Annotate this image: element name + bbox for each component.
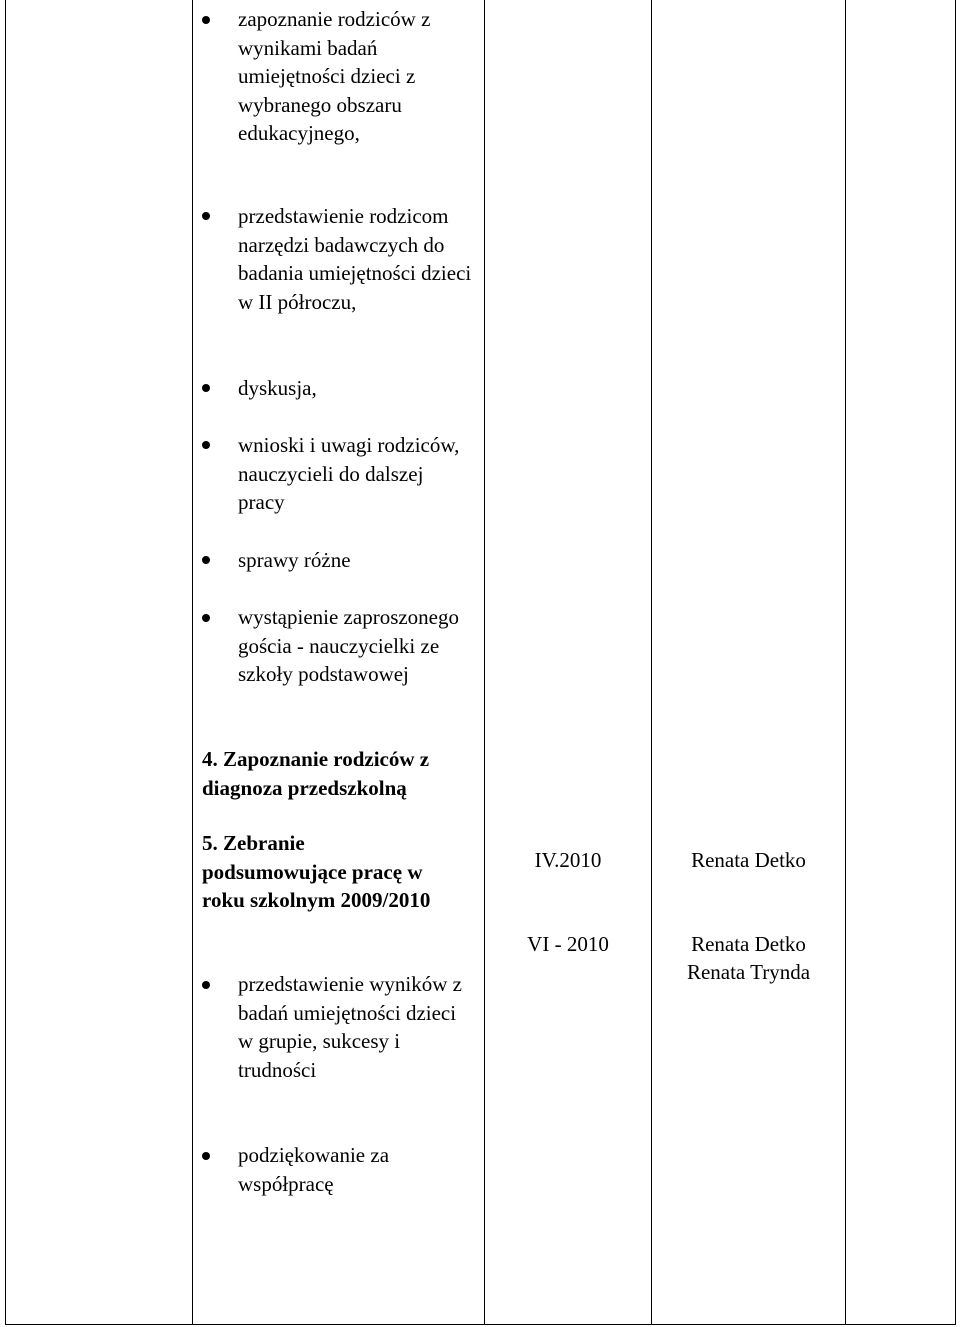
bullet-dot — [202, 441, 210, 449]
table-border-bottom — [5, 1324, 955, 1325]
person-cell: Renata Trynda — [686, 960, 811, 984]
list-item: sprawy różne — [238, 548, 351, 572]
bullet-dot — [202, 614, 210, 622]
table-border-right — [955, 0, 956, 1325]
bullet-dot — [202, 212, 210, 220]
list-item: podziękowanie za współpracę — [238, 1143, 390, 1196]
date-cell: VI - 2010 — [527, 932, 609, 956]
list-item: przedstawienie wyników z badań umiejętności dzieci w grupie, sukcesy i trudności — [238, 972, 462, 1082]
table-border-left — [5, 0, 6, 1325]
bullet-dot — [202, 981, 210, 989]
list-item: przedstawienie rodzicom narzędzi badawczych do badania umiejętności dzieci w II półroczu, — [238, 204, 472, 314]
list-item: dyskusja, — [238, 376, 317, 400]
bullet-dot — [202, 16, 210, 24]
date-cell: IV.2010 — [534, 848, 602, 872]
list-item: wystąpienie zaproszonego gościa - nauczycielki ze szkoły podstawowej — [238, 605, 460, 686]
table-border-col3 — [651, 0, 652, 1325]
bullet-dot — [202, 384, 210, 392]
table-border-col2 — [484, 0, 485, 1325]
table-border-col1 — [192, 0, 193, 1325]
section-heading-4: 4. Zapoznanie rodziców z diagnoza przedszkolną — [202, 747, 430, 800]
person-cell: Renata Detko — [691, 848, 806, 872]
list-item: zapoznanie rodziców z wynikami badań umiejętności dzieci z wybranego obszaru edukacyjnego, — [238, 7, 431, 145]
person-cell: Renata Detko — [691, 932, 806, 956]
bullet-dot — [202, 1152, 210, 1160]
table-border-col4 — [845, 0, 846, 1325]
bullet-dot — [202, 556, 210, 564]
list-item: wnioski i uwagi rodziców, nauczycieli do dalszej pracy — [238, 433, 460, 514]
section-heading-5: 5. Zebranie podsumowujące pracę w roku szkolnym 2009/2010 — [202, 831, 431, 912]
